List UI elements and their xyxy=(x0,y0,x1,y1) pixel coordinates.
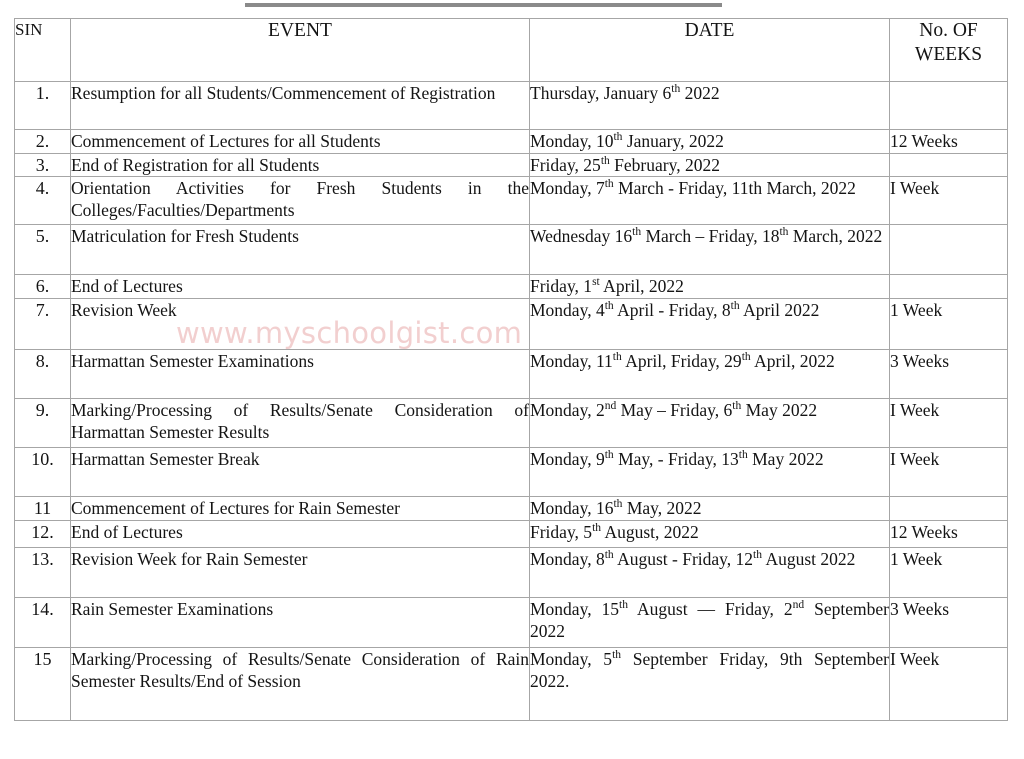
ordinal-suffix: th xyxy=(592,521,602,534)
ordinal-suffix: th xyxy=(604,449,614,462)
table-body xyxy=(15,82,1008,721)
row-number-of-weeks: I Week xyxy=(890,647,1008,720)
row-serial-number: 13. xyxy=(15,547,71,597)
table-row xyxy=(15,497,1008,521)
row-date: Monday, 9th May, - Friday, 13th May 2022 xyxy=(530,448,890,497)
row-event-description: Commencement of Lectures for Rain Semester xyxy=(71,497,530,521)
table-row xyxy=(15,275,1008,299)
row-event-description: Commencement of Lectures for all Students xyxy=(71,130,530,154)
column-header-event: EVENT xyxy=(71,19,530,82)
row-serial-number: 8. xyxy=(15,350,71,399)
row-number-of-weeks xyxy=(890,82,1008,130)
row-date: Monday, 2nd May – Friday, 6th May 2022 xyxy=(530,399,890,448)
row-number-of-weeks: I Week xyxy=(890,177,1008,225)
ordinal-suffix: th xyxy=(779,226,789,239)
row-event-description: Revision Week xyxy=(71,299,530,350)
row-serial-number: 2. xyxy=(15,130,71,154)
ordinal-suffix: th xyxy=(613,131,623,144)
row-serial-number: 9. xyxy=(15,399,71,448)
table-row xyxy=(15,399,1008,448)
row-serial-number: 15 xyxy=(15,647,71,720)
row-number-of-weeks xyxy=(890,275,1008,299)
row-event-description: Revision Week for Rain Semester xyxy=(71,547,530,597)
table-row xyxy=(15,82,1008,130)
row-number-of-weeks: 1 Week xyxy=(890,547,1008,597)
row-serial-number: 10. xyxy=(15,448,71,497)
column-header-date: DATE xyxy=(530,19,890,82)
row-event-description: Marking/Processing of Results/Senate Consideration of Harmattan Semester Results xyxy=(71,399,530,448)
ordinal-suffix: th xyxy=(619,598,629,611)
row-event-description: Matriculation for Fresh Students xyxy=(71,225,530,275)
row-date: Monday, 7th March - Friday, 11th March, 2022 xyxy=(530,177,890,225)
row-number-of-weeks xyxy=(890,497,1008,521)
row-event-description: Rain Semester Examinations xyxy=(71,597,530,647)
table-row xyxy=(15,520,1008,547)
row-event-description: Harmattan Semester Examinations xyxy=(71,350,530,399)
row-serial-number: 6. xyxy=(15,275,71,299)
table-row xyxy=(15,350,1008,399)
table-row xyxy=(15,448,1008,497)
weeks-header-line1: No. OF xyxy=(919,20,978,41)
header-row xyxy=(15,19,1008,82)
watermark-text: www.myschoolgist.com xyxy=(176,316,523,350)
table-row xyxy=(15,177,1008,225)
ordinal-suffix: th xyxy=(671,83,681,96)
row-serial-number: 12. xyxy=(15,520,71,547)
ordinal-suffix: th xyxy=(741,351,751,364)
table-row xyxy=(15,225,1008,275)
row-number-of-weeks: 12 Weeks xyxy=(890,130,1008,154)
ordinal-suffix: th xyxy=(600,154,610,167)
row-number-of-weeks xyxy=(890,153,1008,177)
ordinal-suffix: nd xyxy=(792,598,805,611)
row-date: Monday, 8th August - Friday, 12th August 2022 xyxy=(530,547,890,597)
table-header xyxy=(15,19,1008,82)
ordinal-suffix: nd xyxy=(604,400,617,413)
title-underline-rule xyxy=(245,3,722,7)
ordinal-suffix: th xyxy=(738,449,748,462)
ordinal-suffix: th xyxy=(612,351,622,364)
table-row xyxy=(15,130,1008,154)
table-row xyxy=(15,597,1008,647)
table-row xyxy=(15,647,1008,720)
ordinal-suffix: th xyxy=(732,400,742,413)
academic-calendar-table xyxy=(14,18,1008,721)
row-event-description: Resumption for all Students/Commencement of Registration xyxy=(71,82,530,130)
row-date: Friday, 5th August, 2022 xyxy=(530,520,890,547)
row-event-description: End of Lectures xyxy=(71,520,530,547)
row-date: Wednesday 16th March – Friday, 18th March, 2022 xyxy=(530,225,890,275)
ordinal-suffix: th xyxy=(604,548,614,561)
row-date: Monday, 11th April, Friday, 29th April, 2022 xyxy=(530,350,890,399)
row-serial-number: 4. xyxy=(15,177,71,225)
column-header-sin: SIN xyxy=(15,19,71,82)
weeks-header-line2: WEEKS xyxy=(914,43,983,65)
row-date: Monday, 5th September Friday, 9th September 2022. xyxy=(530,647,890,720)
ordinal-suffix: st xyxy=(592,276,600,289)
row-number-of-weeks: 3 Weeks xyxy=(890,350,1008,399)
row-serial-number: 5. xyxy=(15,225,71,275)
row-number-of-weeks: 3 Weeks xyxy=(890,597,1008,647)
row-date: Friday, 1st April, 2022 xyxy=(530,275,890,299)
column-header-weeks xyxy=(890,19,1008,82)
row-date: Monday, 4th April - Friday, 8th April 2022 xyxy=(530,299,890,350)
row-number-of-weeks: I Week xyxy=(890,448,1008,497)
row-event-description: Harmattan Semester Break xyxy=(71,448,530,497)
row-serial-number: 7. xyxy=(15,299,71,350)
ordinal-suffix: th xyxy=(632,226,642,239)
ordinal-suffix: th xyxy=(604,178,614,191)
row-event-description: End of Registration for all Students xyxy=(71,153,530,177)
row-number-of-weeks: 1 Week xyxy=(890,299,1008,350)
row-serial-number: 11 xyxy=(15,497,71,521)
row-date: Monday, 16th May, 2022 xyxy=(530,497,890,521)
ordinal-suffix: th xyxy=(613,498,623,511)
table-row xyxy=(15,299,1008,350)
row-date: Thursday, January 6th 2022 xyxy=(530,82,890,130)
row-number-of-weeks xyxy=(890,225,1008,275)
ordinal-suffix: th xyxy=(753,548,763,561)
row-event-description: Marking/Processing of Results/Senate Consideration of Rain Semester Results/End of Session xyxy=(71,647,530,720)
row-date: Friday, 25th February, 2022 xyxy=(530,153,890,177)
row-date: Monday, 10th January, 2022 xyxy=(530,130,890,154)
row-serial-number: 3. xyxy=(15,153,71,177)
row-event-description: Orientation Activities for Fresh Students in the Colleges/Faculties/Departments xyxy=(71,177,530,225)
row-serial-number: 14. xyxy=(15,597,71,647)
table-row xyxy=(15,153,1008,177)
row-date: Monday, 15th August — Friday, 2nd September 2022 xyxy=(530,597,890,647)
table-row xyxy=(15,547,1008,597)
row-number-of-weeks: I Week xyxy=(890,399,1008,448)
ordinal-suffix: th xyxy=(612,648,622,661)
ordinal-suffix: th xyxy=(604,300,614,313)
row-event-description: End of Lectures xyxy=(71,275,530,299)
ordinal-suffix: th xyxy=(730,300,740,313)
row-serial-number: 1. xyxy=(15,82,71,130)
row-number-of-weeks: 12 Weeks xyxy=(890,520,1008,547)
